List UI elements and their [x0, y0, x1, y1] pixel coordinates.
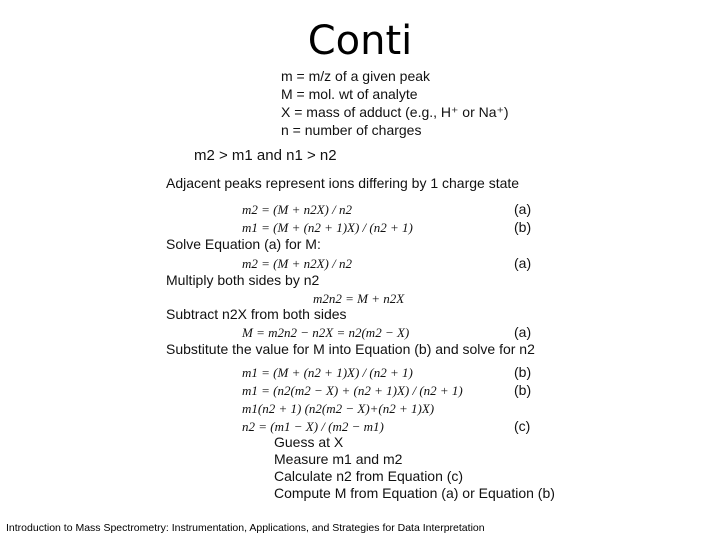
equation-M: M = m2n2 − n2X = n2(m2 − X): [242, 325, 410, 340]
equation-a: m2 = (M + n2X) / n2: [242, 202, 352, 217]
step-calculate: Calculate n2 from Equation (c): [274, 468, 464, 484]
definition-m: m = m/z of a given peak: [281, 68, 431, 84]
slide-title: Conti: [307, 18, 413, 64]
substitute-instruction: Substitute the value for M into Equation (b) and solve for n2: [166, 341, 535, 357]
multiply-instruction: Multiply both sides by n2: [166, 272, 320, 288]
definition-X: X = mass of adduct (e.g., H⁺ or Na⁺): [281, 104, 509, 120]
step-measure: Measure m1 and m2: [274, 451, 403, 467]
definition-M: M = mol. wt of analyte: [281, 86, 418, 102]
adjacent-statement: Adjacent peaks represent ions differing by 1 charge state: [166, 175, 520, 191]
equation-c-label: (c): [514, 418, 531, 434]
equation-M-label: (a): [514, 324, 532, 340]
equation-step: m1(n2 + 1) (n2(m2 − X)+(n2 + 1)X): [242, 401, 435, 416]
equation-b-substituted-label: (b): [514, 382, 532, 398]
equation-a-repeat: m2 = (M + n2X) / n2: [242, 256, 352, 271]
equation-multiplied: m2n2 = M + n2X: [313, 291, 405, 306]
condition-line: m2 > m1 and n1 > n2: [194, 147, 337, 164]
equation-a-label: (a): [514, 201, 532, 217]
step-compute: Compute M from Equation (a) or Equation (b): [274, 485, 555, 501]
step-guess: Guess at X: [274, 434, 344, 450]
equation-a-repeat-label: (a): [514, 255, 532, 271]
source-footer: Introduction to Mass Spectrometry: Instrumentation, Applications, and Strategies for Data Interpretation: [6, 522, 485, 534]
equation-b-label: (b): [514, 219, 532, 235]
solve-instruction: Solve Equation (a) for M:: [166, 236, 321, 252]
equation-b-repeat: m1 = (M + (n2 + 1)X) / (n2 + 1): [242, 365, 413, 380]
definition-n: n = number of charges: [281, 122, 422, 138]
subtract-instruction: Subtract n2X from both sides: [166, 306, 347, 322]
equation-b-repeat-label: (b): [514, 364, 532, 380]
equation-c: n2 = (m1 − X) / (m2 − m1): [242, 419, 384, 434]
equation-b-substituted: m1 = (n2(m2 − X) + (n2 + 1)X) / (n2 + 1): [242, 383, 463, 398]
equation-b: m1 = (M + (n2 + 1)X) / (n2 + 1): [242, 220, 413, 235]
